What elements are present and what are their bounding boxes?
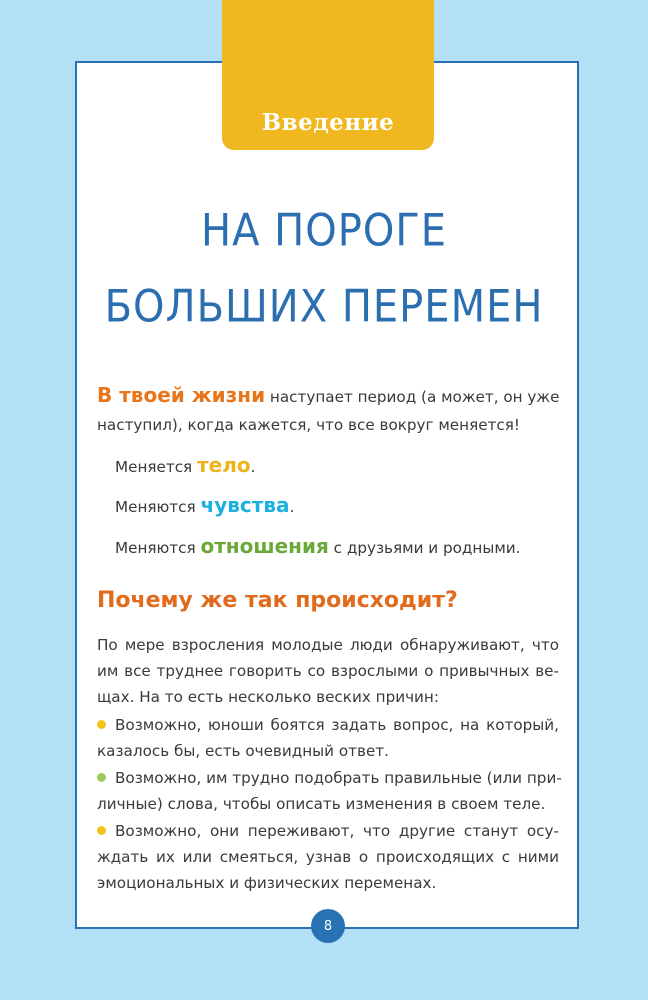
change-item-feelings: Меняются чувства. [115,493,295,517]
change-word-feelings: чувства [200,493,290,517]
bullet-3-line-3: эмоциональных и физических переменах. [97,874,437,892]
change-item-relations: Меняются отношения с друзьями и родными. [115,534,521,558]
why-para-line-1: По мере взросления молодые люди обнаруживают, что [97,636,559,654]
page-title-line-2: БОЛЬШИХ ПЕРЕМЕН [104,281,544,333]
section-tab [222,0,434,150]
why-para-line-3: щах. На то есть несколько веских причин: [97,688,439,706]
page-title-line-1: НА ПОРОГЕ [201,205,447,257]
change-word-relations: отношения [200,534,329,558]
bullet-1-line-2: казалось бы, есть очевидный ответ. [97,742,389,760]
intro-line-1 [97,382,559,410]
change-item-body: Меняется тело. [115,453,256,477]
section-tab-label: Введение [261,109,395,136]
why-para-line-2: им все труднее говорить со взрослыми о привычных ве- [97,662,559,680]
intro-line-2: наступил), когда кажется, что все вокруг меняется! [97,416,520,434]
change-word-body: тело [197,453,251,477]
intro-highlight: В твоей жизни [97,383,266,407]
bullet-dot-icon [97,826,106,835]
bullet-dot-icon [97,720,106,729]
bullet-dot-icon [97,773,106,782]
bullet-3-line-2: ждать их или смеяться, узнав о происходящих с ними [97,848,559,866]
section-heading: Почему же так происходит? [97,588,458,613]
intro-rest: наступает период (а может, он уже [265,388,560,406]
bullet-3-line-1: Возможно, они переживают, что другие станут осу- [97,818,559,844]
bullet-2-line-2: личные) слова, чтобы описать изменения в своем теле. [97,795,546,813]
bullet-1-line-1: Возможно, юноши боятся задать вопрос, на который, [97,712,559,738]
page-number: 8 [311,909,345,943]
bullet-2-line-1: Возможно, им трудно подобрать правильные (или при- [97,765,559,791]
